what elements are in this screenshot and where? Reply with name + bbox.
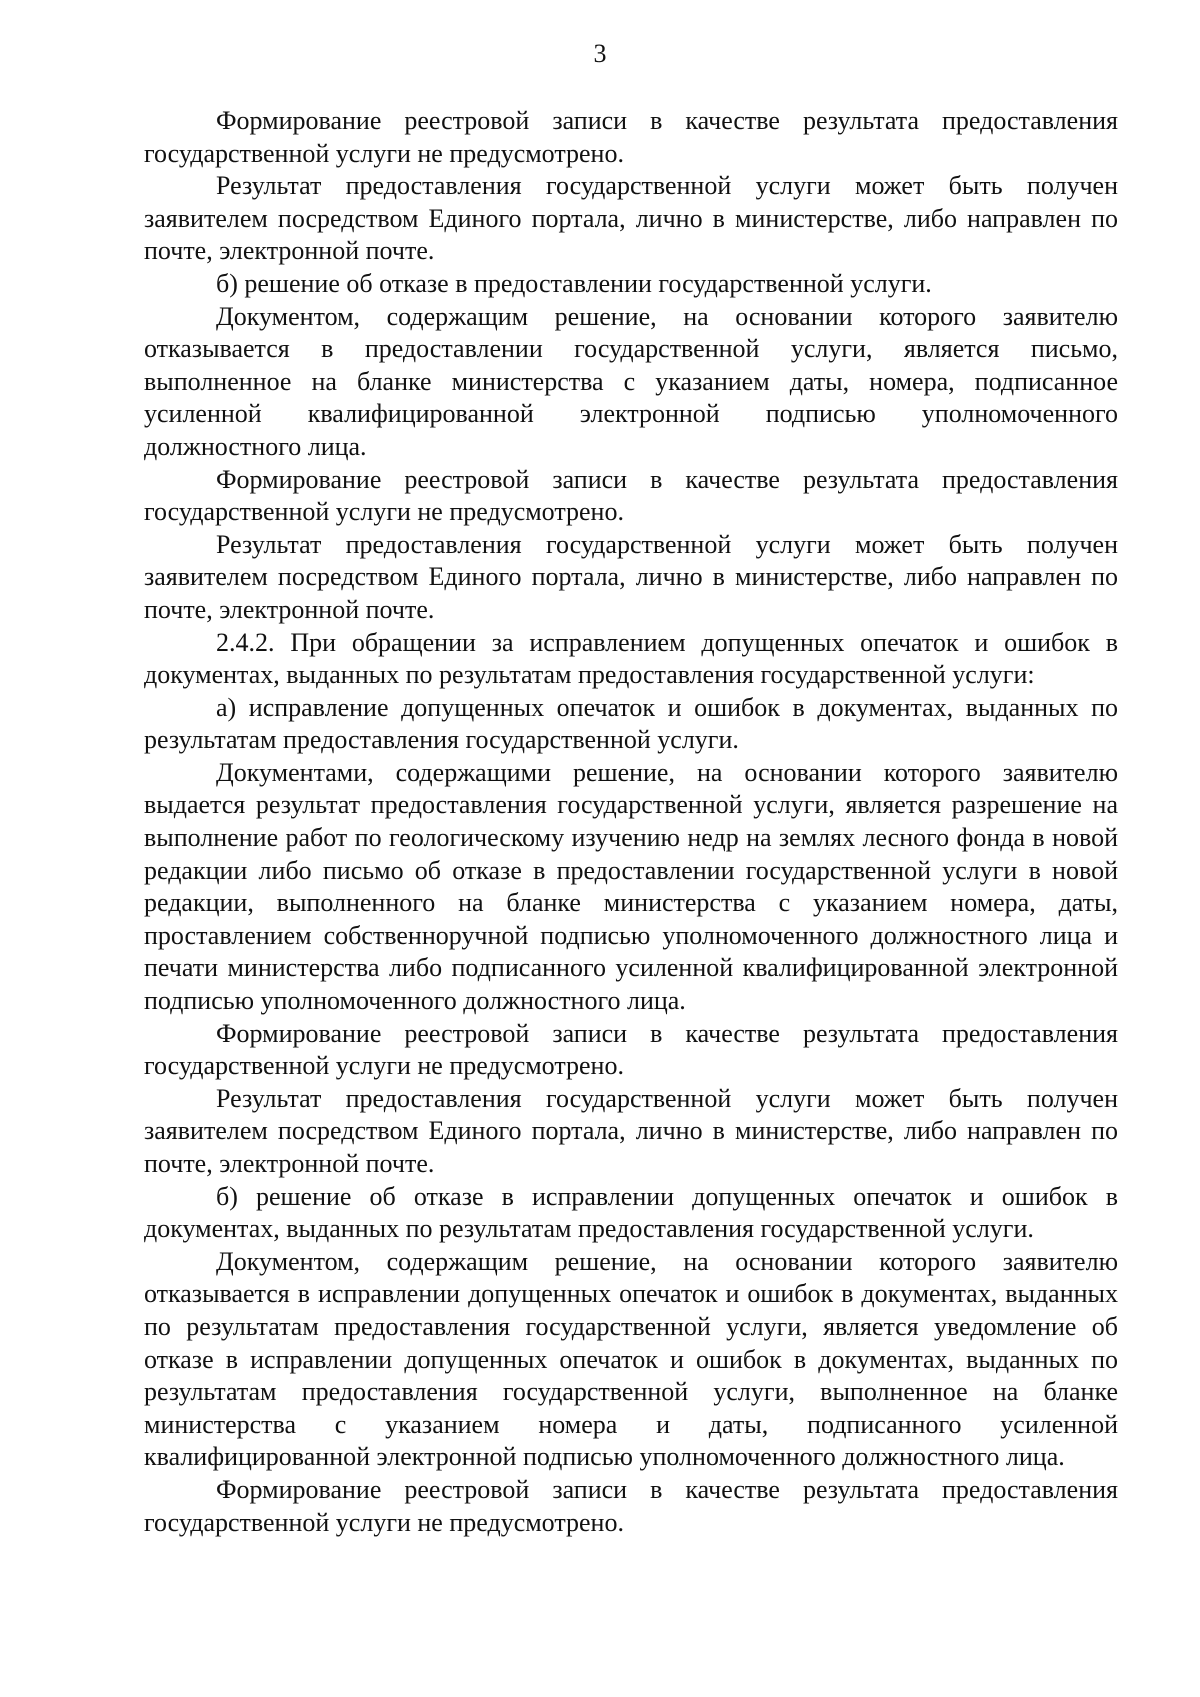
paragraph-12: б) решение об отказе в исправлении допущенных опечаток и ошибок в документах, выданных по результатам предоставления государственной услуги. bbox=[144, 1181, 1118, 1244]
paragraph-7: 2.4.2. При обращении за исправлением допущенных опечаток и ошибок в документах, выданных по результатам предоставления государственной услуги: bbox=[144, 627, 1118, 690]
paragraph-4: Документом, содержащим решение, на основании которого заявителю отказывается в предоставлении государственной услуги, является письмо, выполненное на бланке министерства с указанием даты, номера, подписанное усиленной квалифицированной электронной подписью уполномоченного должностного лица. bbox=[144, 301, 1118, 461]
paragraph-3: б) решение об отказе в предоставлении государственной услуги. bbox=[216, 268, 932, 298]
paragraph-5: Формирование реестровой записи в качестве результата предоставления государственной услуги не предусмотрено. bbox=[144, 464, 1118, 527]
paragraph-1: Формирование реестровой записи в качестве результата предоставления государственной услуги не предусмотрено. bbox=[144, 106, 1118, 168]
paragraph-14: Формирование реестровой записи в качестве результата предоставления государственной услуги не предусмотрено. bbox=[144, 1474, 1118, 1537]
paragraph-2: Результат предоставления государственной услуги может быть получен заявителем посредством Единого портала, лично в министерстве, либо направлен по почте, электронной почте. bbox=[144, 171, 1118, 266]
document-body bbox=[144, 105, 1118, 1539]
paragraph-13: Документом, содержащим решение, на основании которого заявителю отказывается в исправлении допущенных опечаток и ошибок в документах, выданных по результатам предоставления государственной услуги, является уведомление об отказе в исправлении допущенных опечаток и ошибок в документах, выданных по результатам предоставления государственной услуги, выполненное на бланке министерства с указанием номера и даты, подписанного усиленной квалифицированной электронной подписью уполномоченного должностного лица. bbox=[144, 1246, 1118, 1472]
paragraph-11: Результат предоставления государственной услуги может быть получен заявителем посредством Единого портала, лично в министерстве, либо направлен по почте, электронной почте. bbox=[144, 1083, 1118, 1178]
paragraph-10: Формирование реестровой записи в качестве результата предоставления государственной услуги не предусмотрено. bbox=[144, 1018, 1118, 1081]
paragraph-9: Документами, содержащими решение, на основании которого заявителю выдается результат предоставления государственной услуги, является разрешение на выполнение работ по геологическому изучению недр на землях лесного фонда в новой редакции либо письмо об отказе в предоставлении государственной услуги в новой редакции, выполненного на бланке министерства с указанием номера, даты, проставлением собственноручной подписью уполномоченного должностного лица и печати министерства либо подписанного усиленной квалифицированной электронной подписью уполномоченного должностного лица. bbox=[144, 757, 1118, 1016]
paragraph-6: Результат предоставления государственной услуги может быть получен заявителем посредством Единого портала, лично в министерстве, либо направлен по почте, электронной почте. bbox=[144, 529, 1118, 624]
paragraph-8: а) исправление допущенных опечаток и ошибок в документах, выданных по результатам предоставления государственной услуги. bbox=[144, 692, 1118, 755]
page-number: 3 bbox=[593, 39, 607, 68]
